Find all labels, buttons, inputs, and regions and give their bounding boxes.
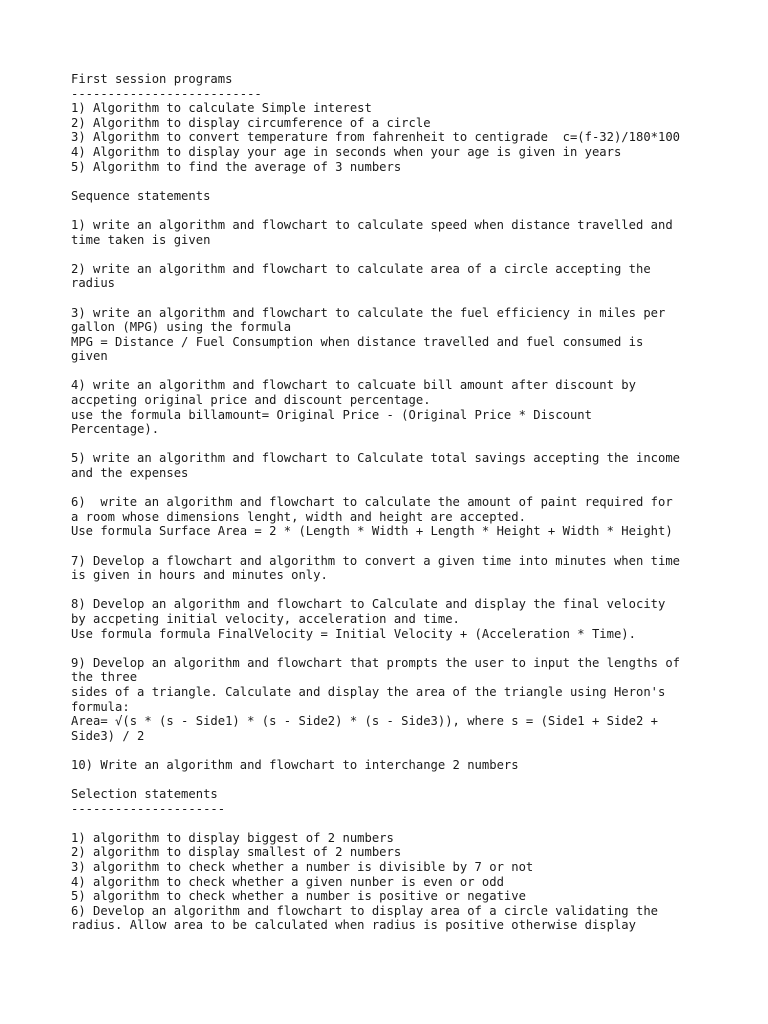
list-item: 5) algorithm to check whether a number is positive or negative — [71, 889, 526, 904]
list-item: 4) Algorithm to display your age in seconds when your age is given in years — [71, 144, 622, 159]
list-item: radius. Allow area to be calculated when radius is positive otherwise display — [71, 918, 636, 933]
exercise-line: Percentage). — [71, 422, 160, 437]
exercise-line: MPG = Distance / Fuel Consumption when distance travelled and fuel consumed is — [71, 334, 644, 349]
exercise-line: time taken is given — [71, 232, 211, 247]
exercise-line: 8) Develop an algorithm and flowchart to Calculate and display the final velocity — [71, 597, 666, 612]
list-item: 3) Algorithm to convert temperature from fahrenheit to centigrade c=(f-32)/180*100 — [71, 130, 681, 145]
exercise-line: given — [71, 349, 108, 364]
list-item: 2) algorithm to display smallest of 2 numbers — [71, 845, 402, 860]
exercise-line: 7) Develop a flowchart and algorithm to convert a given time into minutes when time — [71, 553, 681, 568]
section-heading-sequence: Sequence statements — [71, 188, 211, 203]
exercise-line: accpeting original price and discount percentage. — [71, 393, 431, 408]
exercise-line: 2) write an algorithm and flowchart to calculate area of a circle accepting the — [71, 261, 651, 276]
section-rule: -------------------------- — [71, 86, 262, 101]
exercise-line: Side3) / 2 — [71, 728, 145, 743]
exercise-line: 1) write an algorithm and flowchart to calculate speed when distance travelled and — [71, 217, 673, 232]
exercise-line: 3) write an algorithm and flowchart to calculate the fuel efficiency in miles per — [71, 305, 666, 320]
document-page — [71, 72, 711, 933]
list-item: 6) Develop an algorithm and flowchart to display area of a circle validating the — [71, 903, 658, 918]
exercise-line: Use formula formula FinalVelocity = Initial Velocity + (Acceleration * Time). — [71, 626, 636, 641]
section-rule: --------------------- — [71, 801, 226, 816]
exercise-line: 6) write an algorithm and flowchart to calculate the amount of paint required for — [71, 495, 673, 510]
section-heading-first-session: First session programs — [71, 72, 233, 86]
exercise-line: sides of a triangle. Calculate and display the area of the triangle using Heron's — [71, 684, 666, 699]
exercise-line: gallon (MPG) using the formula — [71, 320, 292, 335]
exercise-line: 4) write an algorithm and flowchart to calcuate bill amount after discount by — [71, 378, 636, 393]
exercise-line: 5) write an algorithm and flowchart to Calculate total savings accepting the income — [71, 451, 681, 466]
exercise-line: radius — [71, 276, 116, 291]
exercise-line: Area= √(s * (s - Side1) * (s - Side2) * (s - Side3)), where s = (Side1 + Side2 + — [71, 714, 658, 729]
list-item: 4) algorithm to check whether a given nunber is even or odd — [71, 874, 504, 889]
list-item: 1) Algorithm to calculate Simple interest — [71, 101, 372, 116]
exercise-line: is given in hours and minutes only. — [71, 568, 328, 583]
exercise-line: by accpeting initial velocity, acceleration and time. — [71, 611, 460, 626]
exercise-line: formula: — [71, 699, 130, 714]
exercise-line: use the formula billamount= Original Price - (Original Price * Discount — [71, 407, 592, 422]
exercise-line: the three — [71, 670, 138, 685]
list-item: 5) Algorithm to find the average of 3 numbers — [71, 159, 402, 174]
exercise-line: Use formula Surface Area = 2 * (Length * Width + Length * Height + Width * Height) — [71, 524, 673, 539]
exercise-line: and the expenses — [71, 466, 189, 481]
exercise-line: a room whose dimensions lenght, width and height are accepted. — [71, 509, 526, 524]
list-item: 2) Algorithm to display circumference of a circle — [71, 115, 431, 130]
exercise-line: 10) Write an algorithm and flowchart to interchange 2 numbers — [71, 757, 519, 772]
section-heading-selection: Selection statements — [71, 787, 218, 802]
list-item: 3) algorithm to check whether a number is divisible by 7 or not — [71, 860, 534, 875]
exercise-line: 9) Develop an algorithm and flowchart that prompts the user to input the lengths of — [71, 655, 681, 670]
list-item: 1) algorithm to display biggest of 2 numbers — [71, 830, 394, 845]
